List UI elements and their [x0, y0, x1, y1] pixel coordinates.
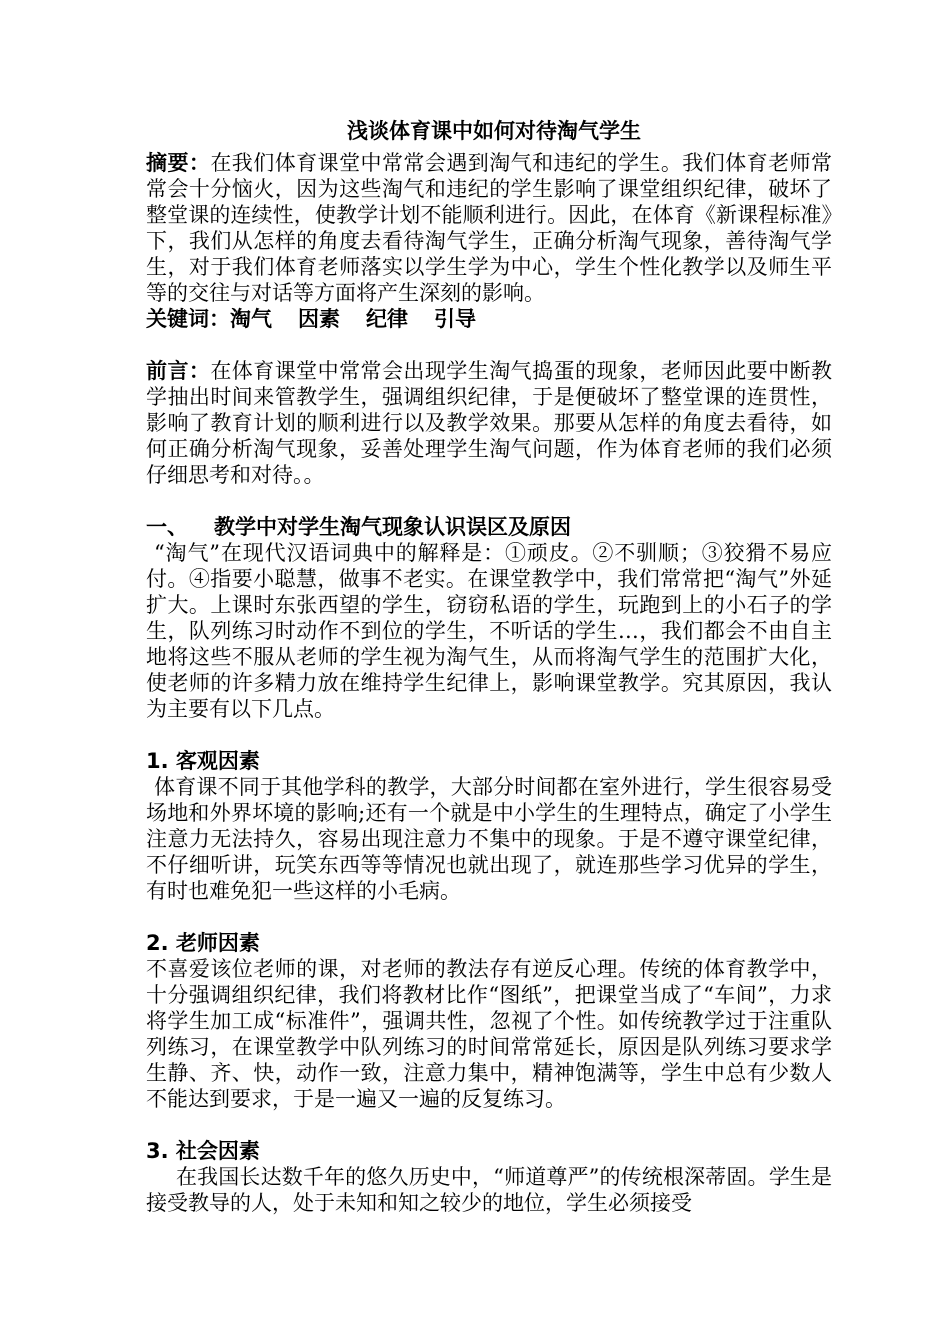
keyword-item: 淘气 [230, 307, 272, 331]
factor-heading-social: 3. 社会因素 [146, 1139, 260, 1163]
document-title: 浅谈体育课中如何对待淘气学生 [347, 119, 641, 143]
document-page [146, 118, 832, 1216]
keywords-line [146, 306, 832, 332]
factor-heading-teacher: 2. 老师因素 [146, 931, 260, 955]
keyword-item: 因素 [298, 307, 340, 331]
factor-paragraph-objective: 体育课不同于其他学科的教学，大部分时间都在室外进行，学生很容易受场地和外界坏境的影响;还有一个就是中小学生的生理特点，确定了小学生注意力无法持久，容易出现注意力不集中的现象。于是不遵守课堂纪律，不仔细听讲，玩笑东西等等情况也就出现了，就连那些学习优异的学生，有时也难免犯一些这样的小毛病。 [146, 775, 832, 903]
factor-paragraph-social: 在我国长达数千年的悠久历史中，“师道尊严”的传统根深蒂固。学生是接受教导的人，处于未知和知之较少的地位，学生必须接受 [146, 1165, 832, 1215]
section-title: 教学中对学生淘气现象认识误区及原因 [214, 515, 571, 539]
section-paragraph: “淘气”在现代汉语词典中的解释是：①顽皮。②不驯顺；③狡猾不易应付。④指要小聪慧，做事不老实。在课堂教学中，我们常常把“淘气”外延扩大。上课时东张西望的学生，窃窃私语的学生，玩跑到上的小石子的学生，队列练习时动作不到位的学生，不听话的学生…，我们都会不由自主地将这些不服从老师的学生视为淘气生，从而将淘气学生的范围扩大化，使老师的许多精力放在维持学生纪律上，影响课堂教学。究其原因，我认为主要有以下几点。 [146, 541, 832, 721]
paragraph-gap [146, 722, 832, 748]
paragraph-gap [146, 332, 832, 358]
preface-text: 在体育课堂中常常会出现学生淘气捣蛋的现象，老师因此要中断教学抽出时间来管教学生，强调组织纪律，于是便破坏了整堂课的连贯性，影响了教育计划的顺利进行以及教学效果。那要从怎样的角度去看待，如何正确分析淘气现象，妥善处理学生淘气问题，作为体育老师的我们必须仔细思考和对待。。 [146, 359, 833, 487]
factor-paragraph-teacher: 不喜爱该位老师的课，对老师的教法存有逆反心理。传统的体育教学中，十分强调组织纪律，我们将教材比作“图纸”，把课堂当成了“车间”，力求将学生加工成“标准件”，强调共性，忽视了个性。如传统教学过于注重队列练习，在课堂教学中队列练习的时间常常延长，原因是队列练习要求学生静、齐、快，动作一致，注意力集中，精神饱满等，学生中总有少数人不能达到要求，于是一遍又一遍的反复练习。 [146, 957, 832, 1111]
abstract-text: 在我们体育课堂中常常会遇到淘气和违纪的学生。我们体育老师常常会十分恼火，因为这些淘气和违纪的学生影响了课堂组织纪律，破坏了整堂课的连续性，使教学计划不能顺利进行。因此，在体育《新课程标准》下，我们从怎样的角度去看待淘气学生，正确分析淘气现象，善待淘气学生，对于我们体育老师落实以学生学为中心，学生个性化教学以及师生平等的交往与对话等方面将产生深刻的影响。 [146, 151, 833, 305]
keyword-item: 纪律 [366, 307, 408, 331]
keyword-item: 引导 [434, 307, 476, 331]
paragraph-gap [146, 488, 832, 514]
abstract-label: 摘要： [146, 151, 211, 175]
section-heading [146, 514, 832, 540]
keywords-label: 关键词： [146, 307, 230, 331]
section-number: 一、 [146, 515, 188, 539]
paragraph-gap [146, 1112, 832, 1138]
preface-label: 前言： [146, 359, 211, 383]
paragraph-gap [146, 904, 832, 930]
abstract-paragraph [146, 150, 832, 306]
preface-paragraph [146, 358, 832, 488]
factor-heading-objective: 1. 客观因素 [146, 749, 260, 773]
